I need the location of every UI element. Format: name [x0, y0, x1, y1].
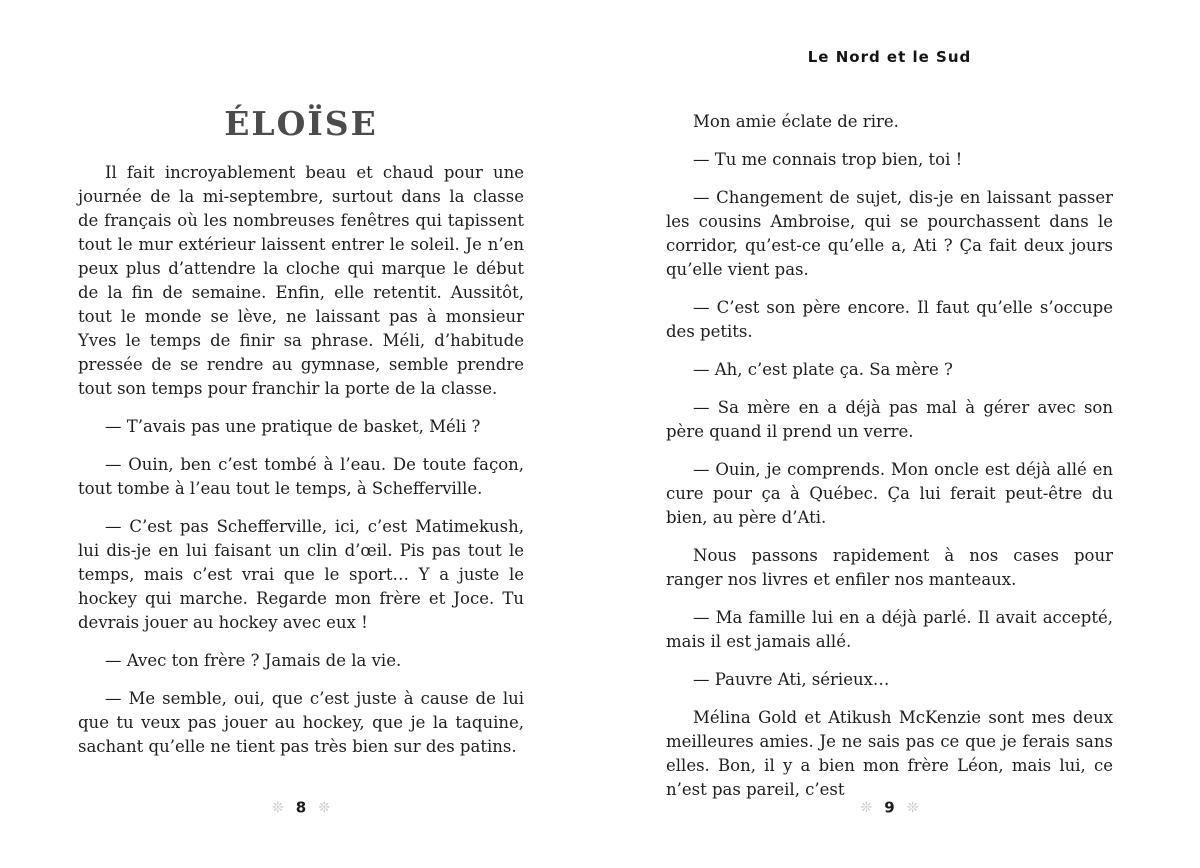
paragraph: — T’avais pas une pratique de basket, Méli ?: [105, 417, 481, 436]
running-header: Le Nord et le Sud: [807, 48, 972, 66]
snowflake-ornament-icon: ❊: [271, 799, 284, 816]
paragraph: Mélina Gold et Atikush McKenzie sont mes deux meilleures amies. Je ne sais pas ce que je ferais sans elles. Bon, il y a bien mon frère Léon, mais lui, ce n’est pas pareil, c’est: [666, 708, 1113, 799]
paragraph: — Changement de sujet, dis-je en laissant passer les cousins Ambroise, qui se pourchassent dans le corridor, qu’est-ce qu’elle a, Ati ? Ça fait deux jours qu’elle vient pas.: [666, 188, 1113, 279]
chapter-title: ÉLOÏSE: [224, 104, 378, 143]
paragraph: — C’est pas Schefferville, ici, c’est Matimekush, lui dis-je en lui faisant un clin d’œil. Pis pas tout le temps, mais c’est vrai que le sport… Y a juste le hockey qui marche. Regarde mon frère et Joce. Tu devrais jouer au hockey avec eux !: [78, 517, 524, 632]
page-number-left: 8: [295, 798, 307, 817]
paragraph: — C’est son père encore. Il faut qu’elle s’occupe des petits.: [666, 298, 1113, 341]
snowflake-ornament-icon: ❊: [860, 799, 873, 816]
paragraph: — Ah, c’est plate ça. Sa mère ?: [693, 360, 953, 379]
snowflake-ornament-icon: ❊: [906, 799, 919, 816]
folio-right: [666, 797, 1113, 817]
paragraph: Mon amie éclate de rire.: [693, 112, 899, 131]
page-right: [666, 110, 1113, 802]
page-number-right: 9: [884, 798, 895, 817]
paragraph: — Pauvre Ati, sérieux…: [693, 670, 890, 689]
paragraph: — Ouin, ben c’est tombé à l’eau. De toute façon, tout tombe à l’eau tout le temps, à Schefferville.: [78, 455, 524, 498]
text-column-right: [666, 110, 1113, 802]
snowflake-ornament-icon: ❊: [318, 799, 331, 816]
page-left: [78, 104, 524, 759]
paragraph: — Sa mère en a déjà pas mal à gérer avec son père quand il prend un verre.: [666, 398, 1113, 441]
paragraph: — Ma famille lui en a déjà parlé. Il avait accepté, mais il est jamais allé.: [666, 608, 1113, 651]
folio-left: [78, 797, 524, 817]
paragraph: — Tu me connais trop bien, toi !: [693, 150, 963, 169]
paragraph: — Ouin, je comprends. Mon oncle est déjà allé en cure pour ça à Québec. Ça lui ferait peut-être du bien, au père d’Ati.: [666, 460, 1113, 527]
paragraph: — Me semble, oui, que c’est juste à cause de lui que tu veux pas jouer au hockey, que je la taquine, sachant qu’elle ne tient pas très bien sur des patins.: [78, 689, 524, 756]
text-column-left: [78, 161, 524, 759]
paragraph: — Avec ton frère ? Jamais de la vie.: [105, 651, 402, 670]
paragraph: Il fait incroyablement beau et chaud pour une journée de la mi-septembre, surtout dans la classe de français où les nombreuses fenêtres qui tapissent tout le mur extérieur laissent entrer le soleil. Je n’en peux plus d’attendre la cloche qui marque le début de la fin de semaine. Enfin, elle retentit. Aussitôt, tout le monde se lève, ne laissant pas à monsieur Yves le temps de finir sa phrase. Méli, d’habitude pressée de se rendre au gymnase, semble prendre tout son temps pour franchir la porte de la classe.: [78, 163, 524, 398]
paragraph: Nous passons rapidement à nos cases pour ranger nos livres et enfiler nos manteaux.: [666, 546, 1113, 589]
